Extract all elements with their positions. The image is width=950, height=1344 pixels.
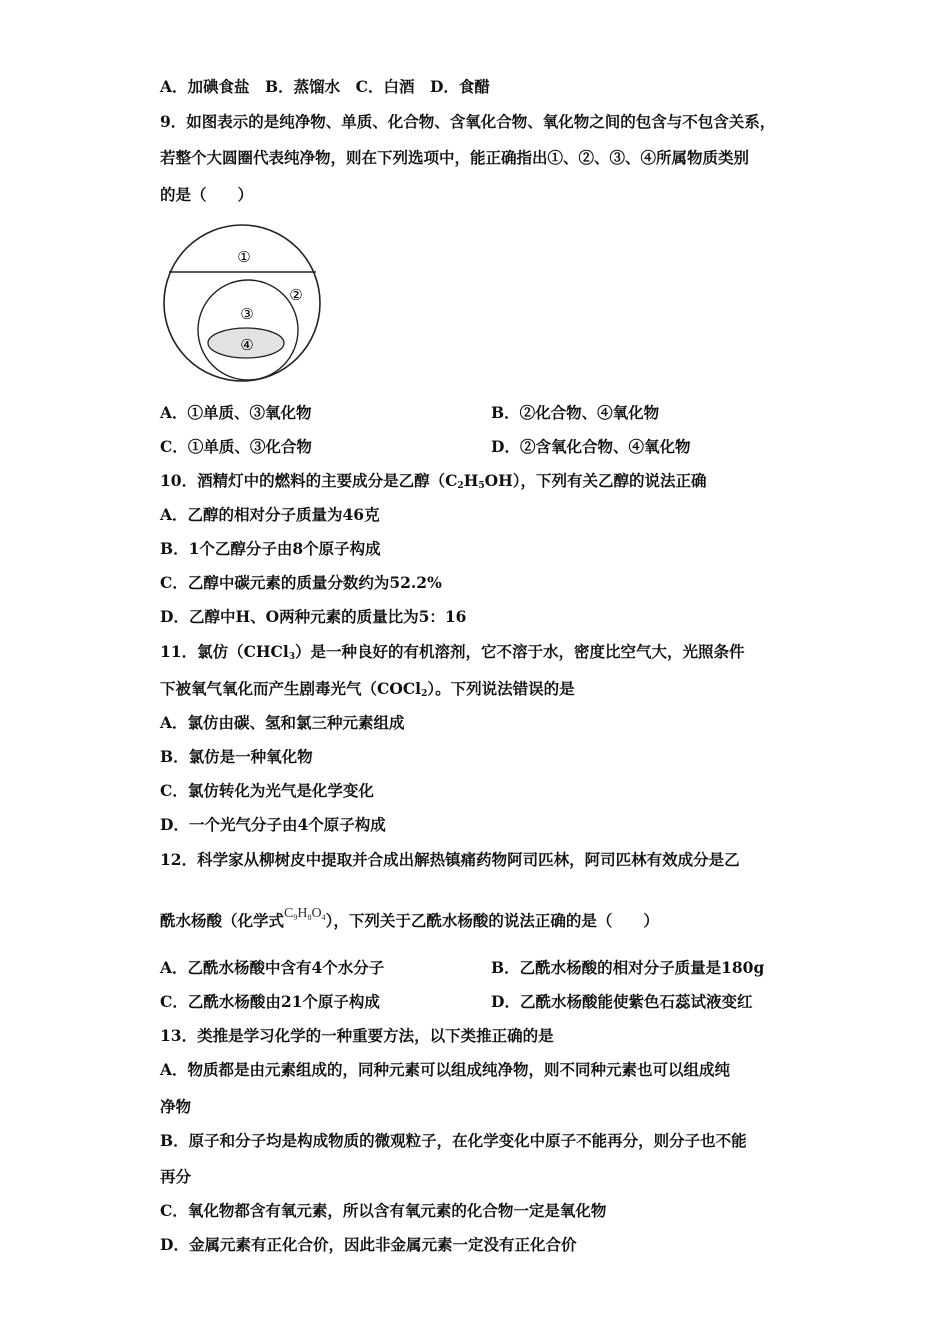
q8-options: A．加碘食盐 B．蒸馏水 C．白酒 D．食醋 (160, 77, 490, 96)
q10-option-a: A．乙醇的相对分子质量为46克 (160, 505, 380, 524)
q13-stem: 13．类推是学习化学的一种重要方法，以下类推正确的是 (160, 1026, 554, 1045)
q13-option-a-line2: 净物 (160, 1097, 192, 1116)
label-3: ③ (240, 305, 254, 323)
venn-diagram (160, 222, 325, 384)
q9-option-b: B．②化合物、④氧化物 (491, 403, 660, 422)
q12-option-b: B．乙酰水杨酸的相对分子质量是180g (491, 958, 765, 977)
label-4: ④ (240, 336, 254, 354)
q12-option-a: A．乙酰水杨酸中含有4个水分子 (160, 958, 385, 977)
q10-option-c: C．乙醇中碳元素的质量分数约为52.2% (160, 573, 442, 592)
q10-option-b: B．1个乙醇分子由8个原子构成 (160, 539, 381, 558)
q13-option-c: C．氧化物都含有氧元素，所以含有氧元素的化合物一定是氧化物 (160, 1201, 607, 1220)
q9-stem-line1: 9．如图表示的是纯净物、单质、化合物、含氧化合物、氧化物之间的包含与不包含关系， (160, 112, 776, 131)
q11-option-a: A．氯仿由碳、氢和氯三种元素组成 (160, 713, 405, 732)
q12-stem-line2: 酰水杨酸（化学式$C_9H_8O_4$），下列关于乙酰水杨酸的说法正确的是（ ） (160, 906, 659, 930)
q11-option-d: D．一个光气分子由4个原子构成 (160, 815, 386, 834)
q9-option-a: A．①单质、③氧化物 (160, 403, 312, 422)
q9-option-c: C．①单质、③化合物 (160, 437, 312, 456)
q11-stem-line1: 11．氯仿（CHCl$_3$）是一种良好的有机溶剂，它不溶于水，密度比空气大，光照条件 (160, 642, 745, 662)
q9-stem-line2: 若整个大圆圈代表纯净物，则在下列选项中，能正确指出①、②、③、④所属物质类别 (160, 148, 750, 167)
q13-option-b-line2: 再分 (160, 1167, 192, 1186)
q11-stem-line2: 下被氧气氧化而产生剧毒光气（COCl$_2$）。下列说法错误的是 (160, 679, 575, 699)
q12-stem-line1: 12．科学家从柳树皮中提取并合成出解热镇痛药物阿司匹林，阿司匹林有效成分是乙 (160, 850, 740, 869)
q13-option-a-line1: A．物质都是由元素组成的，同种元素可以组成纯净物，则不同种元素也可以组成纯 (160, 1060, 731, 1079)
q12-option-c: C．乙酰水杨酸由21个原子构成 (160, 992, 380, 1011)
q13-option-d: D．金属元素有正化合价，因此非金属元素一定没有正化合价 (160, 1235, 577, 1254)
q9-option-d: D．②含氧化合物、④氧化物 (491, 437, 691, 456)
q13-option-b-line1: B．原子和分子均是构成物质的微观粒子，在化学变化中原子不能再分，则分子也不能 (160, 1131, 747, 1150)
q9-stem-line3: 的是（ ） (160, 185, 254, 204)
label-2: ② (289, 286, 303, 304)
q11-option-c: C．氯仿转化为光气是化学变化 (160, 781, 374, 800)
q10-option-d: D．乙醇中H、O两种元素的质量比为5：16 (160, 607, 467, 626)
label-1: ① (237, 248, 251, 266)
q10-stem: 10．酒精灯中的燃料的主要成分是乙醇$(C_2H_5OH)$，下列有关乙醇的说法正确 (160, 471, 707, 491)
q12-option-d: D．乙酰水杨酸能使紫色石蕊试液变红 (491, 992, 753, 1011)
q11-option-b: B．氯仿是一种氧化物 (160, 747, 313, 766)
chemical-formula: $C_9H_8O_4$ (284, 906, 326, 922)
